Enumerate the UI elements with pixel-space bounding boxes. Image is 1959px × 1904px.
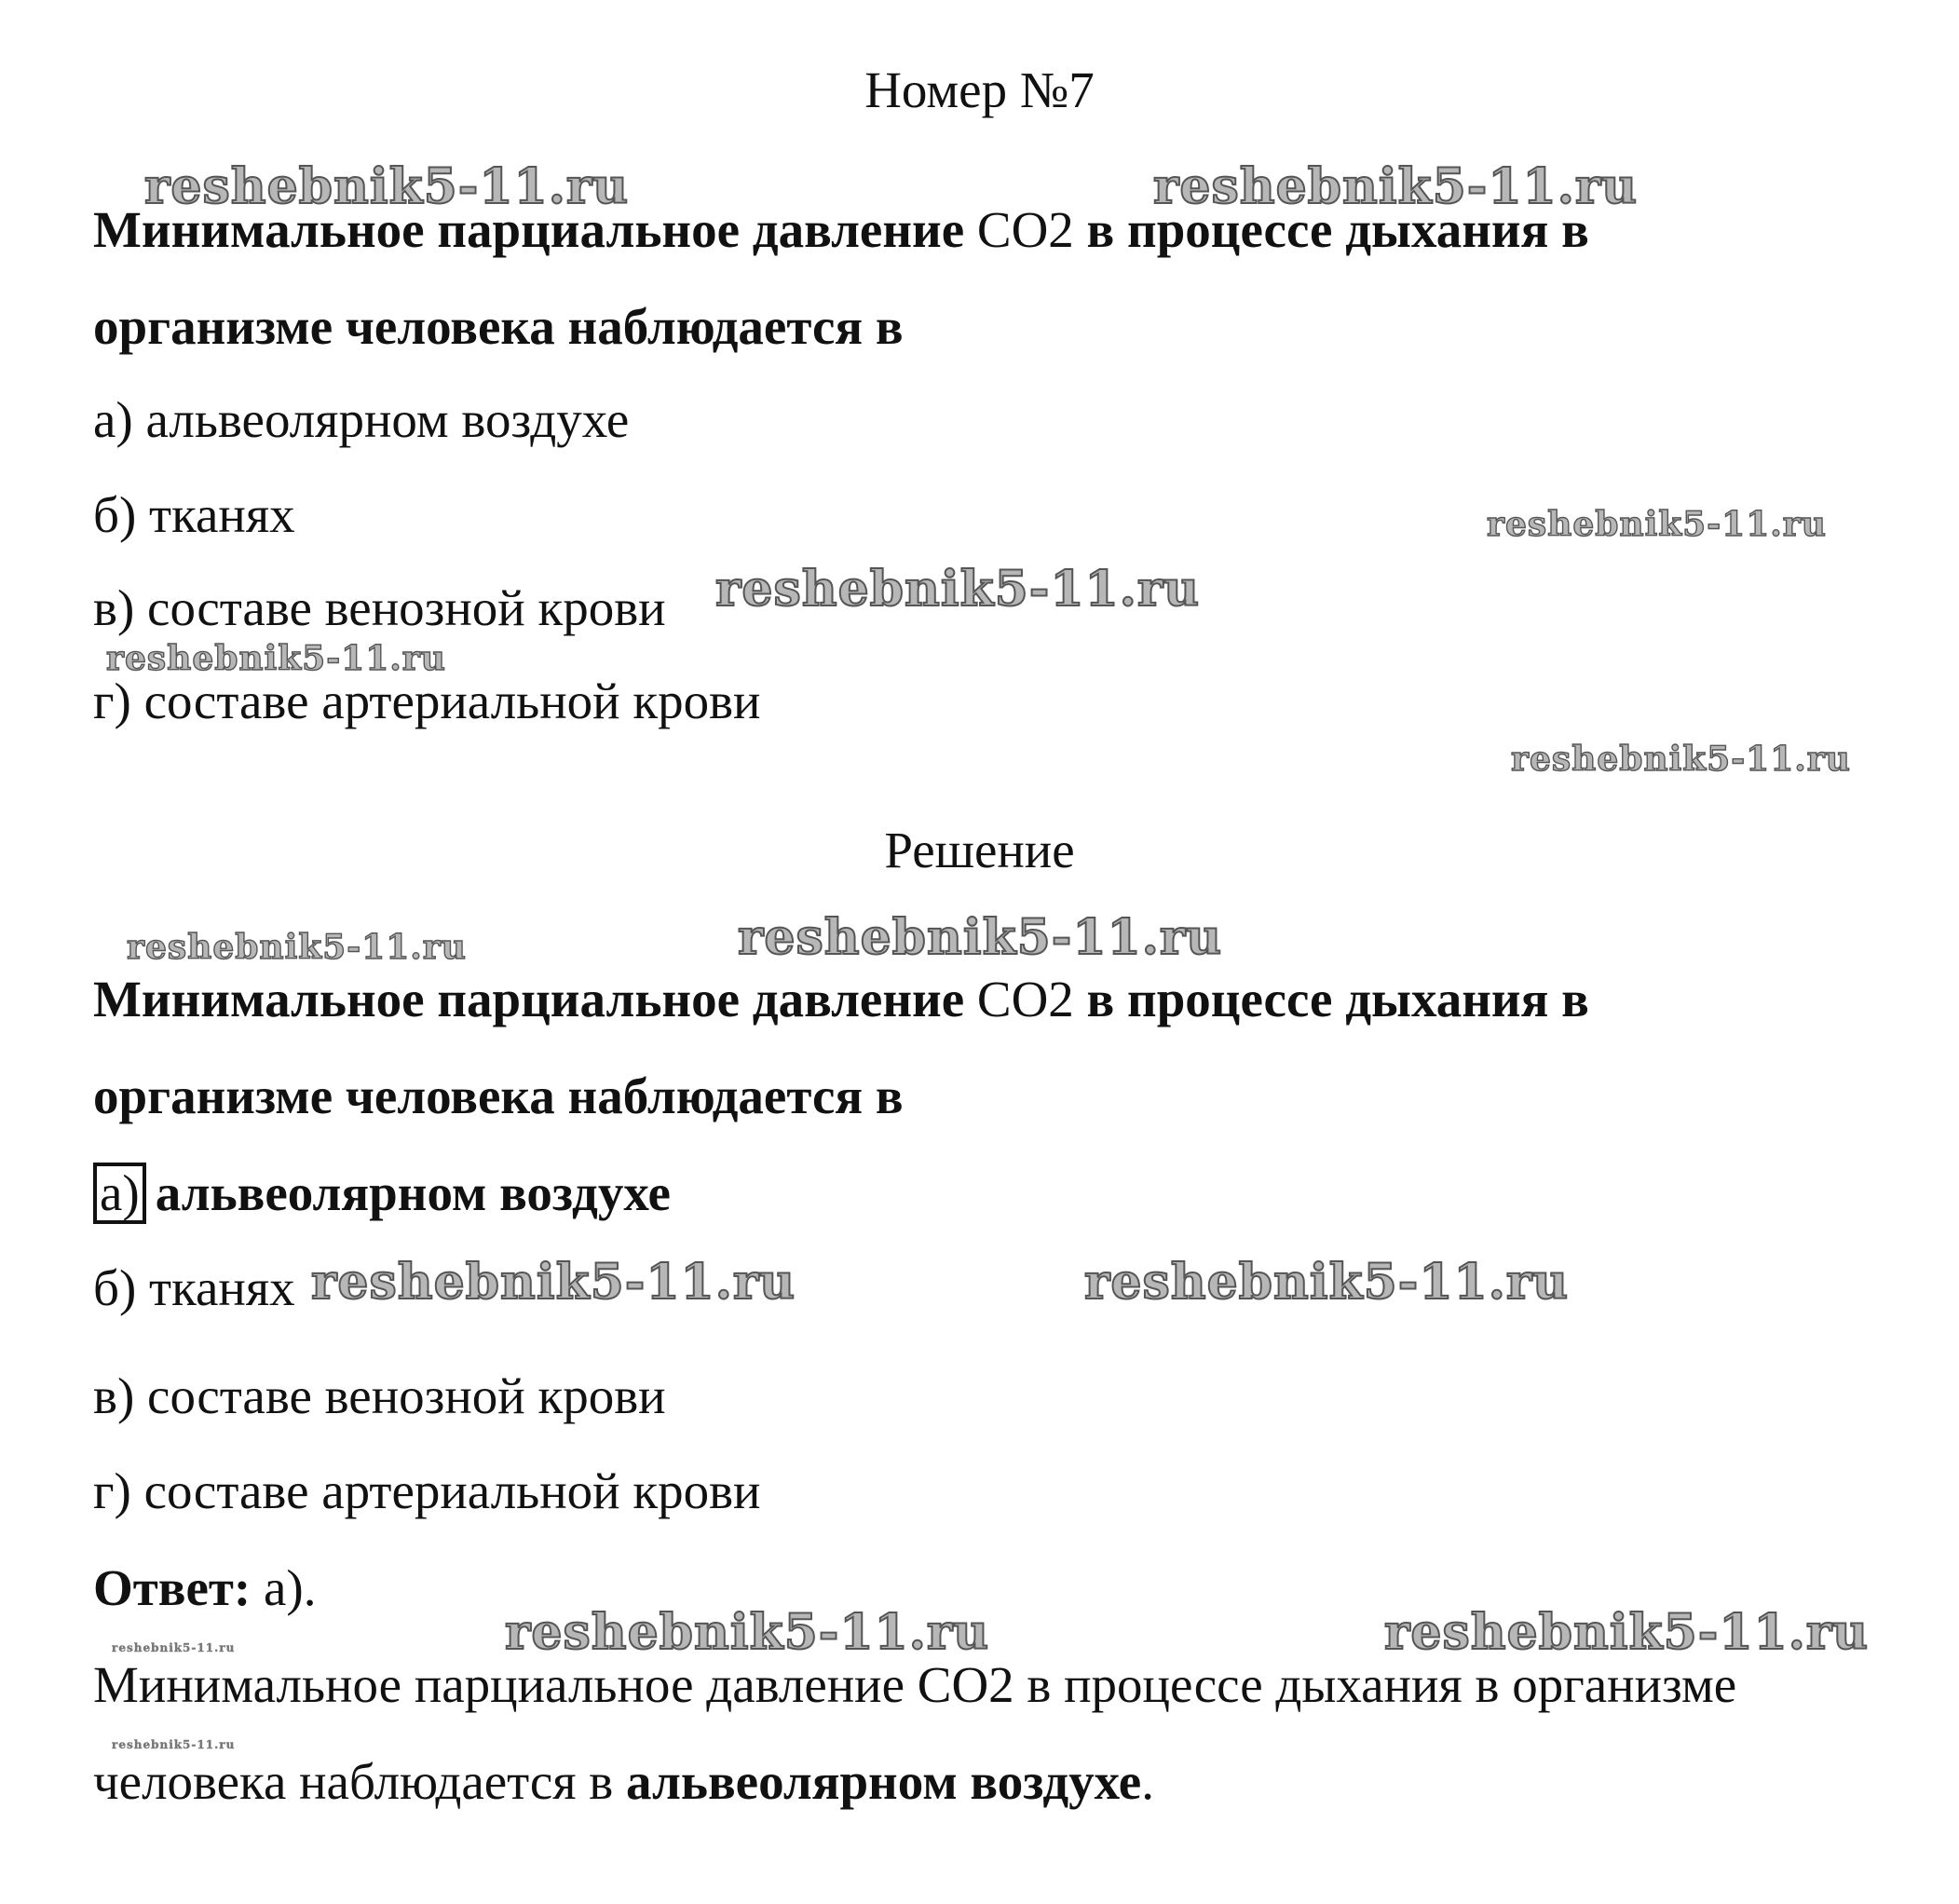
- option-b: б) тканях: [93, 486, 295, 543]
- watermark: reshebnik5-11.ru: [1084, 1254, 1570, 1311]
- solution-line-2: организме человека наблюдается в: [93, 1068, 904, 1124]
- watermark: reshebnik5-11.ru: [311, 1254, 796, 1311]
- co2-formula: CO2: [976, 971, 1074, 1027]
- solution-option-b: б) тканях: [93, 1259, 295, 1316]
- question-line-1: Минимальное парциальное давление CO2 в процессе дыхания в: [93, 201, 1589, 258]
- watermark: reshebnik5-11.ru: [1384, 1604, 1870, 1661]
- co2-formula: CO2: [976, 201, 1074, 258]
- solution-line-1: Минимальное парциальное давление CO2 в процессе дыхания в: [93, 971, 1589, 1027]
- watermark: reshebnik5-11.ru: [1511, 740, 1851, 779]
- watermark: reshebnik5-11.ru: [738, 909, 1223, 966]
- explanation-line-1: Минимальное парциальное давление CO2 в процессе дыхания в организме: [93, 1656, 1737, 1713]
- watermark: reshebnik5-11.ru: [505, 1604, 990, 1661]
- question-line-2: организме человека наблюдается в: [93, 298, 904, 355]
- answer-line: [93, 1557, 316, 1619]
- watermark: reshebnik5-11.ru: [127, 928, 467, 967]
- watermark: reshebnik5-11.ru: [715, 561, 1201, 618]
- answer-label: Ответ:: [93, 1559, 252, 1616]
- option-a: а) альвеолярном воздухе: [93, 391, 630, 448]
- solution-option-c: в) составе венозной крови: [93, 1367, 666, 1424]
- watermark: reshebnik5-11.ru: [112, 1641, 236, 1654]
- solution-option-d: г) составе артериальной крови: [93, 1462, 761, 1519]
- watermark: reshebnik5-11.ru: [144, 158, 630, 215]
- watermark: reshebnik5-11.ru: [106, 639, 446, 678]
- watermark: reshebnik5-11.ru: [1487, 505, 1827, 544]
- explanation-line-2: человека наблюдается в альвеолярном воздухе.: [93, 1753, 1154, 1810]
- selected-marker-box: а): [93, 1163, 146, 1224]
- selected-option-text: альвеолярном воздухе: [155, 1164, 671, 1221]
- page-title: Номер №7: [864, 61, 1095, 118]
- option-c: в) составе венозной крови: [93, 579, 666, 636]
- selected-option: [93, 1163, 671, 1224]
- solution-heading: Решение: [884, 822, 1075, 878]
- option-d: г) составе артериальной крови: [93, 673, 761, 729]
- answer-value: а).: [251, 1559, 317, 1616]
- watermark: reshebnik5-11.ru: [1153, 158, 1639, 215]
- watermark: reshebnik5-11.ru: [112, 1738, 236, 1751]
